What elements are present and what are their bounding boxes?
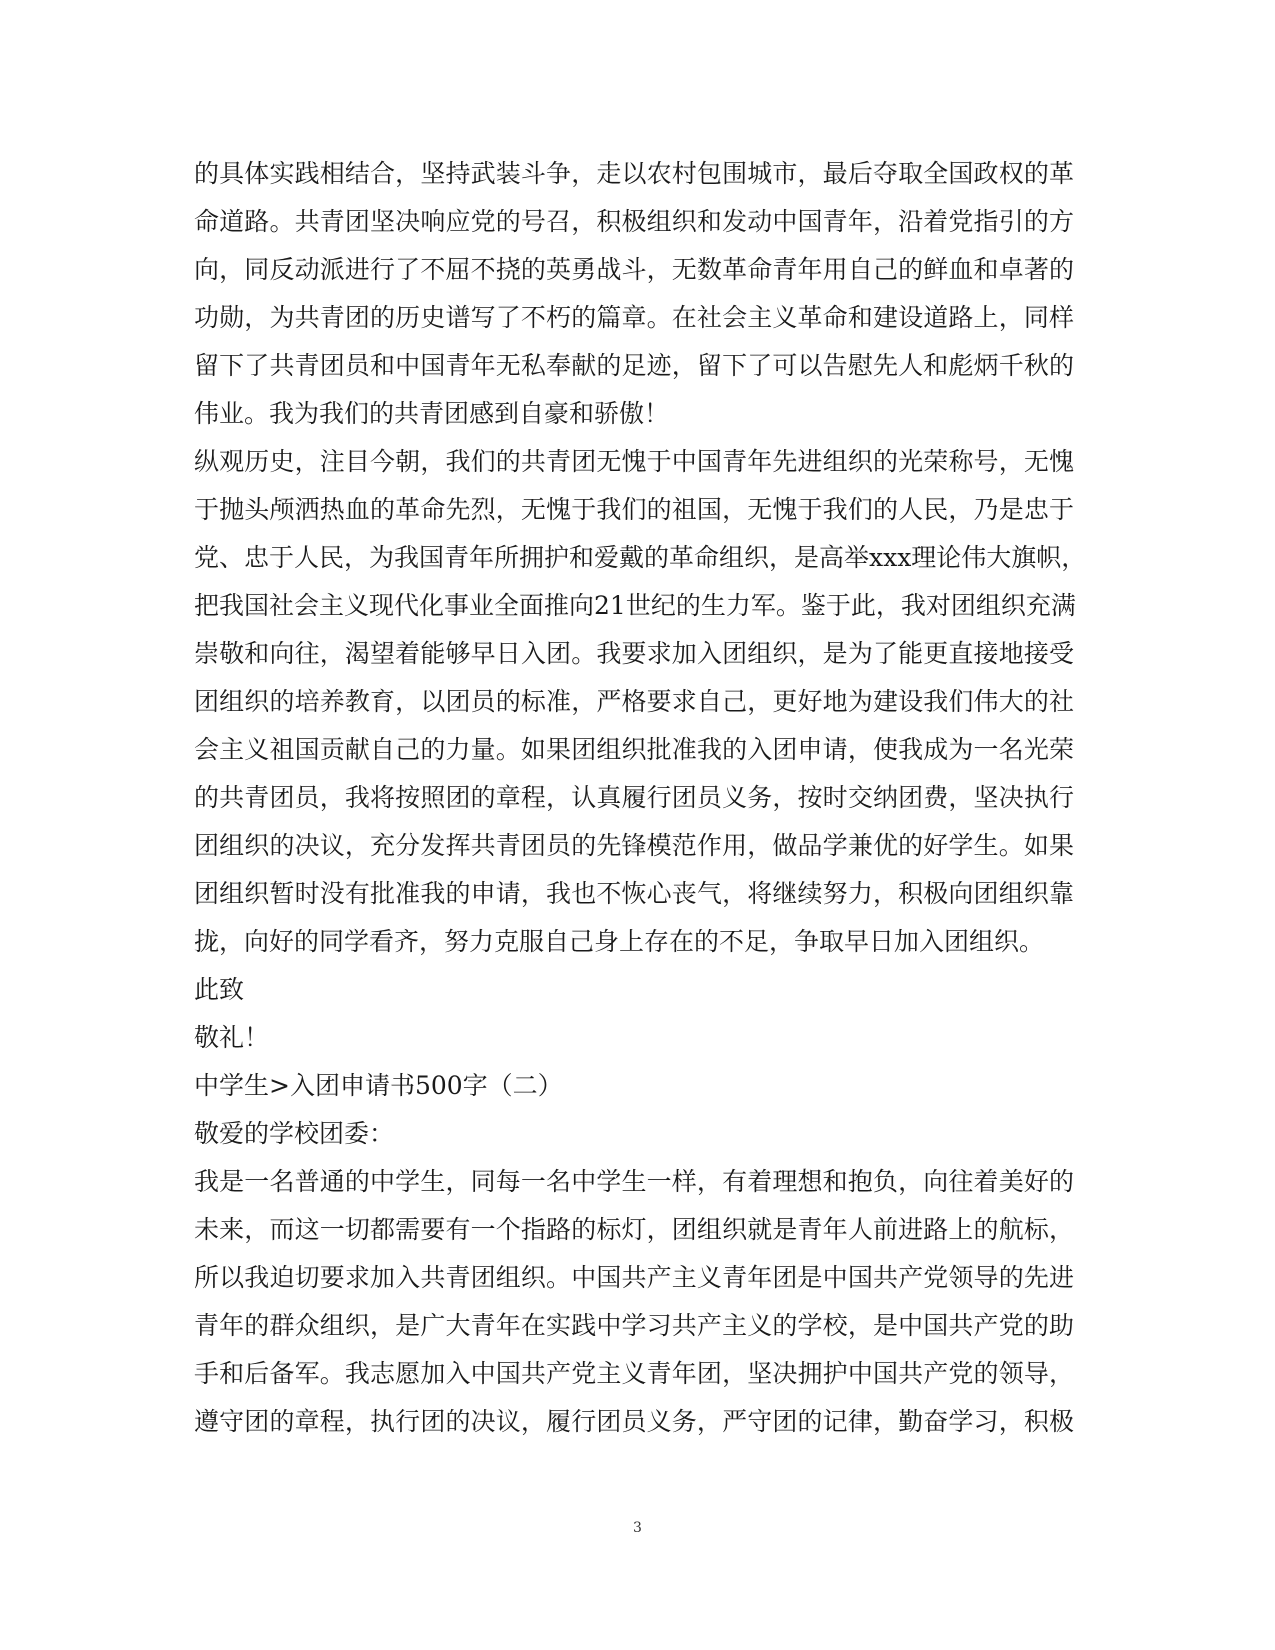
text-line: 崇敬和向往，渴望着能够早日入团。我要求加入团组织，是为了能更直接地接受 bbox=[194, 639, 1074, 668]
text-line: 党、忠于人民，为我国青年所拥护和爱戴的革命组织，是高举xxx理论伟大旗帜， bbox=[194, 543, 1087, 572]
text-line: 我是一名普通的中学生，同每一名中学生一样，有着理想和抱负，向往着美好的 bbox=[194, 1167, 1074, 1196]
text-line: 团组织暂时没有批准我的申请，我也不恢心丧气，将继续努力，积极向团组织靠 bbox=[194, 879, 1074, 908]
text-line: 手和后备军。我志愿加入中国共产党主义青年团，坚决拥护中国共产党的领导， bbox=[194, 1359, 1074, 1388]
text-line: 中学生>入团申请书500字（二） bbox=[194, 1071, 563, 1100]
text-line: 拢，向好的同学看齐，努力克服自己身上存在的不足，争取早日加入团组织。 bbox=[194, 927, 1045, 956]
page-number: 3 bbox=[633, 1520, 642, 1536]
text-line: 敬爱的学校团委： bbox=[194, 1119, 395, 1148]
text-line: 此致 bbox=[194, 975, 245, 1004]
text-line: 伟业。我为我们的共青团感到自豪和骄傲！ bbox=[194, 399, 670, 428]
text-line: 的具体实践相结合，坚持武装斗争，走以农村包围城市，最后夺取全国政权的革 bbox=[194, 159, 1074, 188]
text-line: 留下了共青团员和中国青年无私奉献的足迹，留下了可以告慰先人和彪炳千秋的 bbox=[194, 351, 1074, 380]
text-line: 团组织的培养教育，以团员的标准，严格要求自己，更好地为建设我们伟大的社 bbox=[194, 687, 1074, 716]
text-line: 命道路。共青团坚决响应党的号召，积极组织和发动中国青年，沿着党指引的方 bbox=[194, 207, 1074, 236]
text-line: 遵守团的章程，执行团的决议，履行团员义务，严守团的记律，勤奋学习，积极 bbox=[194, 1407, 1074, 1436]
text-line: 向，同反动派进行了不屈不挠的英勇战斗，无数革命青年用自己的鲜血和卓著的 bbox=[194, 255, 1074, 284]
text-line: 敬礼！ bbox=[194, 1023, 270, 1052]
text-line: 的共青团员，我将按照团的章程，认真履行团员义务，按时交纳团费，坚决执行 bbox=[194, 783, 1074, 812]
text-line: 纵观历史，注目今朝，我们的共青团无愧于中国青年先进组织的光荣称号，无愧 bbox=[194, 447, 1074, 476]
text-line: 会主义祖国贡献自己的力量。如果团组织批准我的入团申请，使我成为一名光荣 bbox=[194, 735, 1074, 764]
text-line: 团组织的决议，充分发挥共青团员的先锋模范作用，做品学兼优的好学生。如果 bbox=[194, 831, 1074, 860]
body-text bbox=[194, 150, 1087, 1446]
text-line: 青年的群众组织，是广大青年在实践中学习共产主义的学校，是中国共产党的助 bbox=[194, 1311, 1074, 1340]
text-line: 功勋，为共青团的历史谱写了不朽的篇章。在社会主义革命和建设道路上，同样 bbox=[194, 303, 1074, 332]
text-line: 把我国社会主义现代化事业全面推向21世纪的生力军。鉴于此，我对团组织充满 bbox=[194, 591, 1076, 620]
text-line: 于抛头颅洒热血的革命先烈，无愧于我们的祖国，无愧于我们的人民，乃是忠于 bbox=[194, 495, 1074, 524]
text-line: 未来，而这一切都需要有一个指路的标灯，团组织就是青年人前进路上的航标， bbox=[194, 1215, 1074, 1244]
text-line: 所以我迫切要求加入共青团组织。中国共产主义青年团是中国共产党领导的先进 bbox=[194, 1263, 1074, 1292]
